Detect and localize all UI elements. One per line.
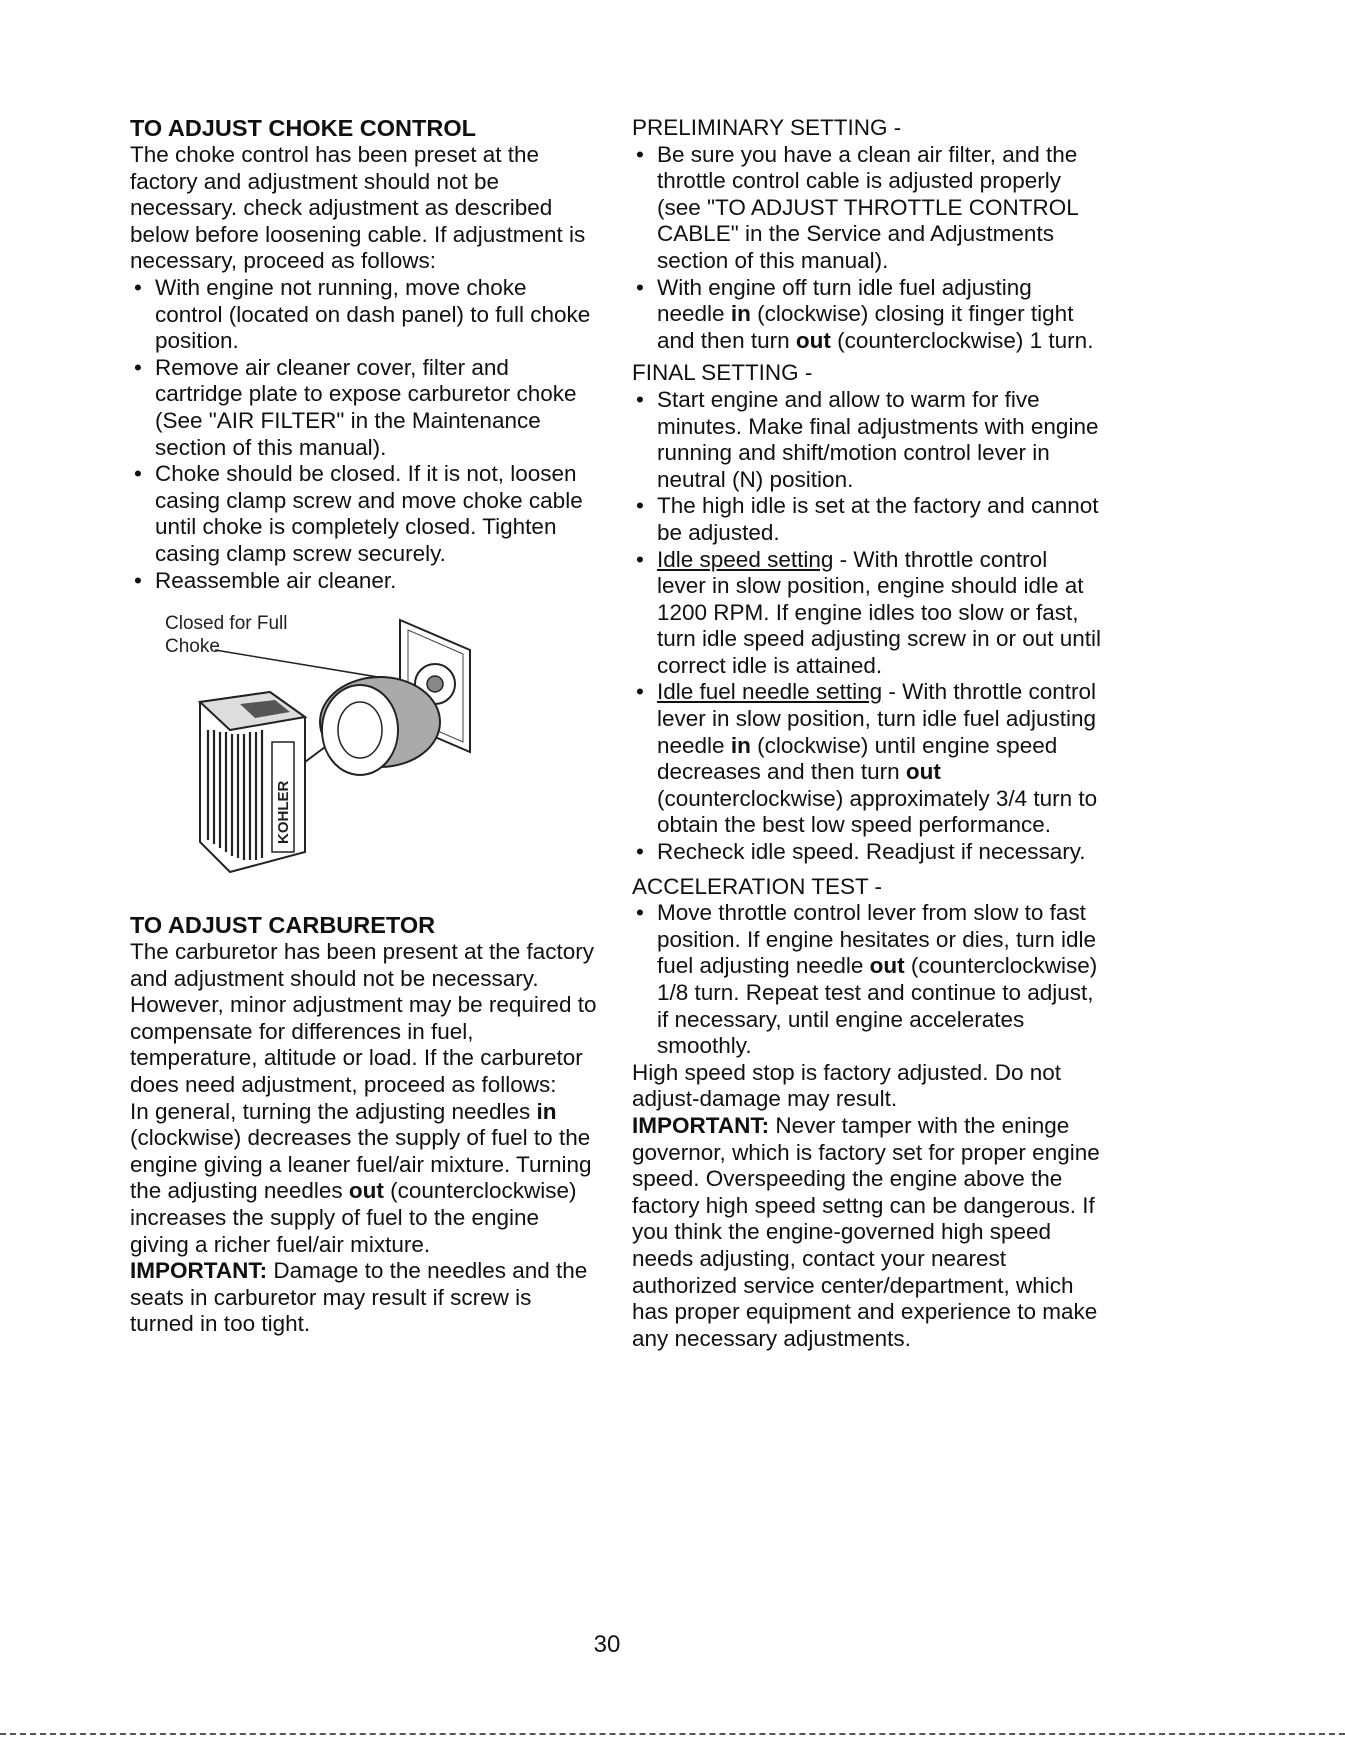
page-number: 30 (593, 1631, 621, 1658)
choke-heading: TO ADJUST CHOKE CONTROL (130, 115, 476, 141)
list-item: • Choke should be closed. If it is not, loosen casing clamp screw and move choke cable until choke is completely closed. Tighten casing clamp screw securely. (134, 461, 583, 566)
final-steps (632, 387, 1102, 866)
bullet-icon: • (134, 461, 142, 487)
bullet-icon: • (636, 493, 644, 519)
list-item: • The high idle is set at the factory and cannot be adjusted. (636, 493, 1099, 545)
carburetor-important: IMPORTANT: Damage to the needles and the seats in carburetor may result if screw is turned in too tight. (130, 1258, 588, 1337)
list-item: • Idle fuel needle setting - With throttle control lever in slow position, turn idle fuel adjusting needle in (clockwise) until engine speed decreases and then turn out (counterclockwise) approximately 3/4 turn to obtain the best low speed performance. (636, 679, 1098, 838)
air-cleaner-figure (130, 612, 600, 912)
acceleration-heading: ACCELERATION TEST - (632, 873, 883, 899)
carburetor-general: In general, turning the adjusting needles in (clockwise) decreases the supply of fuel to the engine giving a leaner fuel/air mixture. Turning the adjusting needles out (counterclockwise) increases the supply of fuel to the engine giving a richer fuel/air mixture. (130, 1098, 592, 1257)
choke-steps (130, 275, 600, 594)
bullet-icon: • (636, 679, 644, 705)
left-column (130, 115, 600, 1338)
list-item: • Remove air cleaner cover, filter and cartridge plate to expose carburetor choke (See "AIR FILTER" in the Maintenance section of this manual). (134, 354, 577, 460)
governor-important: IMPORTANT: Never tamper with the eninge governor, which is factory set for proper engine speed. Overspeeding the engine above the factory high speed settng can be dangerous. If you think the engine-governed high speed needs adjusting, contact your nearest authorized service center/department, which has proper equipment and experience to make any necessary adjustments. (632, 1112, 1100, 1351)
list-item: • Start engine and allow to warm for five minutes. Make final adjustments with engine running and shift/motion control lever in neutral (N) position. (636, 386, 1099, 492)
bullet-icon: • (636, 546, 644, 572)
figure-caption: Closed for Full Choke (165, 613, 288, 658)
preliminary-steps (632, 142, 1102, 355)
list-item: • Reassemble air cleaner. (134, 567, 397, 593)
list-item: • With engine not running, move choke control (located on dash panel) to full choke position. (134, 274, 591, 354)
list-item: • Be sure you have a clean air filter, and the throttle control cable is adjusted properly (see "TO ADJUST THROTTLE CONTROL CABLE" in the Service and Adjustments section of this manual). (636, 141, 1078, 273)
page-bottom-edge (0, 1733, 1345, 1735)
kohler-logo: KOHLER (275, 780, 292, 845)
bullet-icon: • (636, 900, 644, 926)
acceleration-steps (632, 900, 1102, 1060)
bullet-icon: • (636, 141, 644, 167)
list-item: • Idle speed setting - With throttle control lever in slow position, engine should idle at 1200 RPM. If engine idles too slow or fast, turn idle speed adjusting screw in or out until correct idle is attained. (636, 546, 1102, 678)
carburetor-intro: The carburetor has been present at the factory and adjustment should not be necessary. However, minor adjustment may be required to compensate for differences in fuel, temperature, altitude or load. If the carburetor does need adjustment, proceed as follows: (130, 939, 597, 1098)
bullet-icon: • (636, 274, 644, 300)
choke-intro: The choke control has been preset at the factory and adjustment should not be necessary. check adjustment as described below before loosening cable. If adjustment is necessary, proceed as follows: (130, 142, 586, 274)
list-item: • Recheck idle speed. Readjust if necessary. (636, 839, 1086, 865)
high-speed-note: High speed stop is factory adjusted. Do not adjust-damage may result. (632, 1059, 1061, 1112)
bullet-icon: • (636, 839, 644, 865)
carburetor-heading: TO ADJUST CARBURETOR (130, 912, 436, 939)
list-item: • Move throttle control lever from slow to fast position. If engine hesitates or dies, turn idle fuel adjusting needle out (counterclockwise) 1/8 turn. Repeat test and continue to adjust, if necessary, until engine accelerates smoothly. (636, 900, 1098, 1059)
bullet-icon: • (134, 567, 142, 593)
right-column (632, 115, 1102, 1352)
preliminary-heading: PRELIMINARY SETTING - (632, 115, 902, 140)
bullet-icon: • (134, 274, 142, 300)
bullet-icon: • (636, 386, 644, 412)
bullet-icon: • (134, 354, 142, 380)
final-heading: FINAL SETTING - (632, 360, 813, 386)
list-item: • With engine off turn idle fuel adjusting needle in (clockwise) closing it finger tight and then turn out (counterclockwise) 1 turn. (636, 274, 1094, 353)
